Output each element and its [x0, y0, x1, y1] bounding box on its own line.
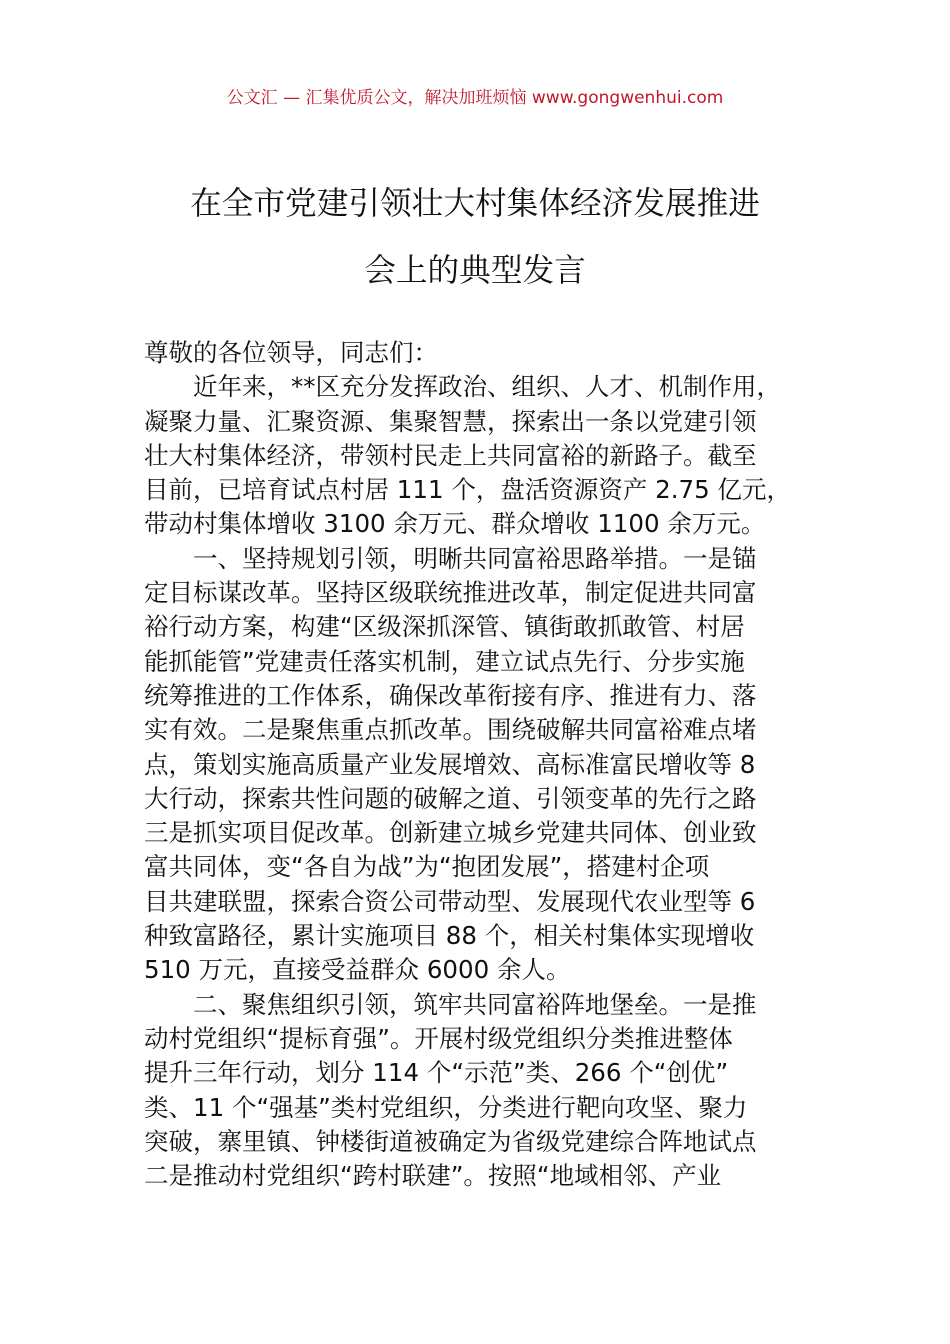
body-line: 510 万元，直接受益群众 6000 余人。: [144, 955, 571, 985]
body-line: 大行动，探索共性问题的破解之道、引领变革的先行之路: [144, 783, 757, 813]
body-line: 动村党组织“提标育强”。开展村级党组织分类推进整体: [144, 1023, 733, 1053]
body-line: 定目标谋改革。坚持区级联统推进改革，制定促进共同富: [144, 578, 757, 608]
body-line: 类、11 个“强基”类村党组织，分类进行靶向攻坚、聚力: [144, 1092, 748, 1122]
body-line: 提升三年行动，划分 114 个“示范”类、266 个“创优”: [144, 1058, 729, 1088]
document-title-line-1: 在全市党建引领壮大村集体经济发展推进: [190, 186, 760, 222]
body-line: 尊敬的各位领导，同志们：: [144, 338, 438, 367]
body-line: 一、坚持规划引领，明晰共同富裕思路举措。一是锚: [193, 543, 757, 573]
body-line: 带动村集体增收 3100 余万元、群众增收 1100 余万元。: [144, 509, 766, 539]
body-line: 突破，寨里镇、钟楼街道被确定为省级党建综合阵地试点: [144, 1126, 757, 1156]
body-line: 实有效。二是聚焦重点抓改革。围绕破解共同富裕难点堵: [144, 715, 757, 745]
body-line: 点，策划实施高质量产业发展增效、高标准富民增收等 8: [144, 749, 756, 779]
body-line: 近年来，**区充分发挥政治、组织、人才、机制作用，: [193, 372, 781, 402]
body-line: 二、聚焦组织引领，筑牢共同富裕阵地堡垒。一是推: [193, 989, 757, 1019]
header-watermark: 公文汇 — 汇集优质公文，解决加班烦恼 www.gongwenhui.com: [226, 88, 724, 108]
body-line: 种致富路径，累计实施项目 88 个，相关村集体实现增收: [144, 921, 755, 951]
body-line: 富共同体，变“各自为战”为“抱团发展”，搭建村企项: [144, 852, 710, 882]
body-line: 目前，已培育试点村居 111 个，盘活资源资产 2.75 亿元，: [144, 475, 791, 505]
document-title-line-2: 会上的典型发言: [364, 253, 586, 289]
body-line: 壮大村集体经济，带领村民走上共同富裕的新路子。截至: [144, 440, 757, 470]
body-line: 二是推动村党组织“跨村联建”。按照“地域相邻、产业: [144, 1161, 722, 1191]
body-line: 三是抓实项目促改革。创新建立城乡党建共同体、创业致: [144, 818, 757, 848]
body-line: 目共建联盟，探索合资公司带动型、发展现代农业型等 6: [144, 886, 756, 916]
body-line: 裕行动方案，构建“区级深抓深管、镇街敢抓敢管、村居: [144, 612, 745, 642]
body-line: 统筹推进的工作体系，确保改革衔接有序、推进有力、落: [144, 680, 757, 710]
body-line: 凝聚力量、汇聚资源、集聚智慧，探索出一条以党建引领: [144, 406, 757, 436]
body-line: 能抓能管”党建责任落实机制，建立试点先行、分步实施: [144, 646, 745, 676]
document-body: [144, 336, 809, 1193]
